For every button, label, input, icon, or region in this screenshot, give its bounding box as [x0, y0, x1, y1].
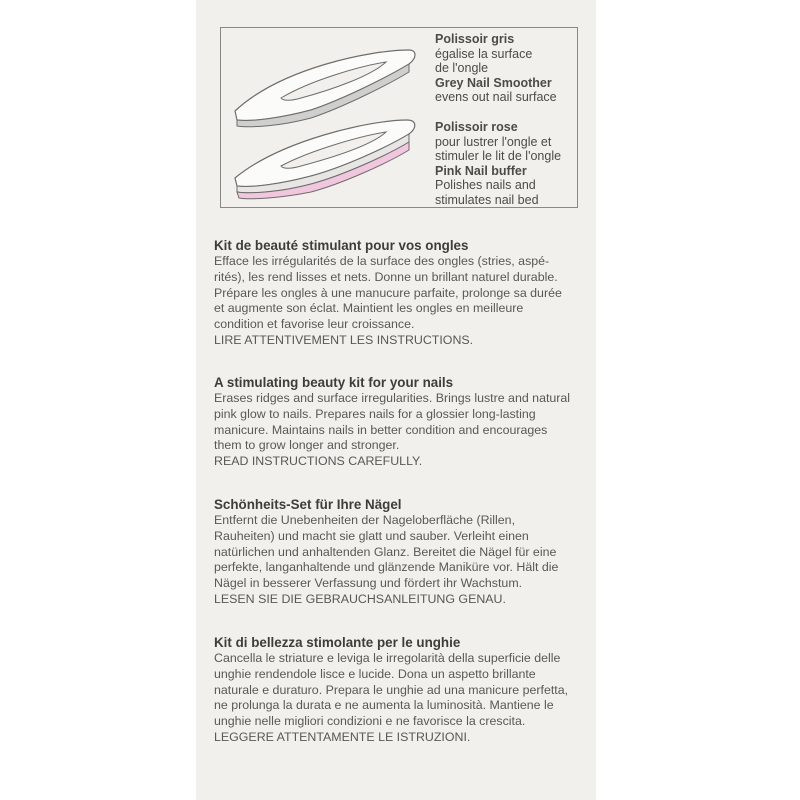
section-body: Cancella le striature e leviga le irregolarità della superficie delle unghie rendendole lisce e lucide. Dona un aspetto brillante naturale e duraturo. Prepara le unghie ad una manicure perfetta, ne prolunga la durata e ne aumenta la luminosità. Mantiene le unghie nelle migliori condizioni e ne favorisce la crescita. LEGGERE ATTENTAMENTE LE ISTRUZIONI.: [214, 651, 569, 744]
section-french: [214, 237, 584, 349]
grey-en-text: evens out nail surface: [435, 90, 557, 105]
section-title: Schönheits-Set für Ihre Nägel: [214, 497, 402, 512]
section-title: A stimulating beauty kit for your nails: [214, 375, 454, 390]
pink-buffer-icon: [235, 120, 415, 199]
section-body: Efface les irrégularités de la surface des ongles (stries, aspé- rités), les rend lisses et nets. Donne un brillant naturel durable. Prépare les ongles à une manucure parfaite, prolonge sa durée et augmente son éclat. Maintient les ongles en meilleure condition et favorise leur croissance. LIRE ATTENTIVEMENT LES INSTRUCTIONS.: [214, 254, 562, 347]
section-title: Kit de beauté stimulant pour vos ongles: [214, 238, 469, 253]
buffer-legend: [435, 32, 585, 208]
section-body: Erases ridges and surface irregularities. Brings lustre and natural pink glow to nails. Prepares nails for a glossier long-lasting manicure. Maintains nails in better condition and encourages them to grow longer and stronger. READ INSTRUCTIONS CAREFULLY.: [214, 391, 571, 469]
section-italian: [214, 634, 584, 746]
grey-en-title: Grey Nail Smoother: [435, 75, 552, 90]
pink-en-text: Polishes nails and stimulates nail bed: [435, 178, 539, 207]
section-title: Kit di bellezza stimolante per le unghie: [214, 635, 461, 650]
pink-fr-text: pour lustrer l'ongle et stimuler le lit de l'ongle: [435, 134, 562, 164]
section-german: [214, 496, 584, 608]
grey-fr-text: égalise la surface de l'ongle: [435, 46, 533, 76]
pink-en-title: Pink Nail buffer: [435, 163, 527, 178]
section-body: Entfernt die Unebenheiten der Nageloberfläche (Rillen, Rauheiten) und macht sie glatt und sauber. Verleiht einen natürlichen und anhaltenden Glanz. Bereitet die Nägel für eine perfekte, langanhaltende und glänzende Maniküre vor. Hält die Nägel in besserer Verfassung und fördert ihr Wachstum. LESEN SIE DIE GEBRAUCHSANLEITUNG GENAU.: [214, 513, 559, 606]
pink-fr-title: Polissoir rose: [435, 119, 518, 134]
grey-fr-title: Polissoir gris: [435, 32, 515, 46]
section-english: [214, 374, 584, 470]
grey-smoother-icon: [235, 50, 415, 127]
